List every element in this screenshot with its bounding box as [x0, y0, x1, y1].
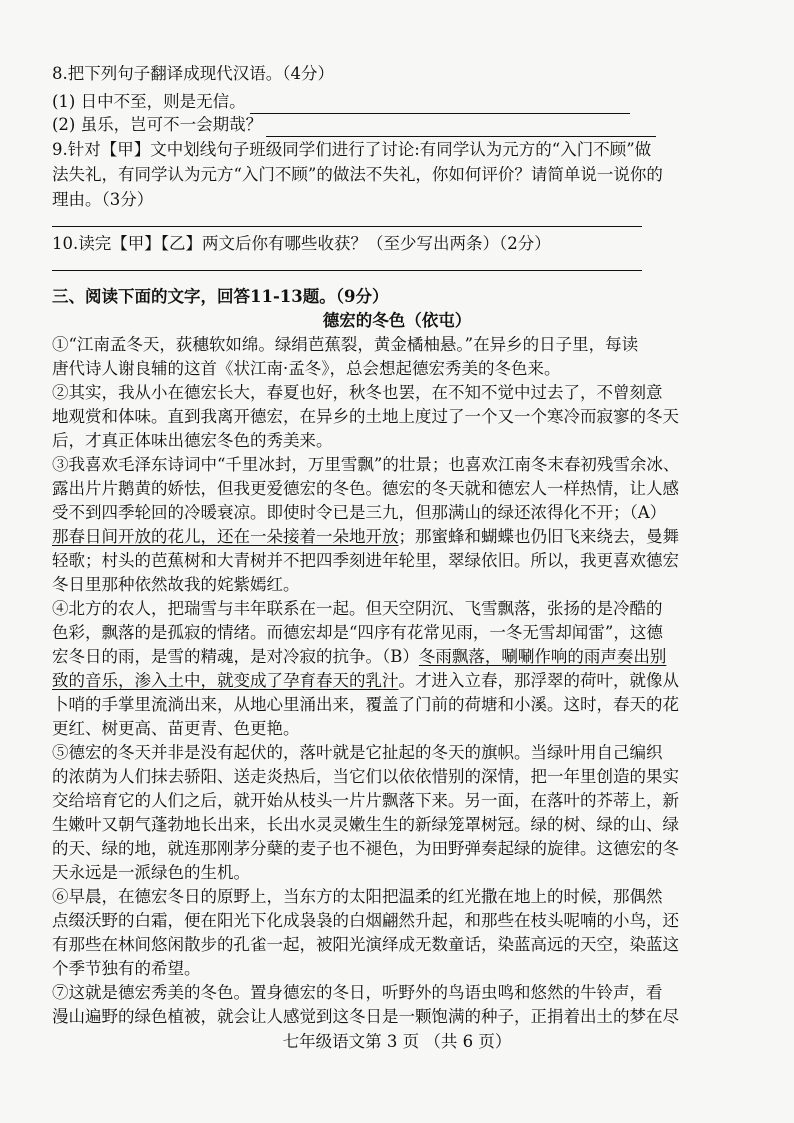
- para-2-line-2: 地观赏和体味。直到我离开德宏，在异乡的土地上度过了一个又一个寒冷而寂寥的冬天: [52, 407, 679, 426]
- q8-s2-answer-line[interactable]: [266, 118, 656, 137]
- page-footer: 七年级语文第 3 页 （共 6 页）: [282, 1032, 512, 1051]
- para-3-line-4-rest: ；那蜜蜂和蝴蝶也仍旧飞来绕去，曼舞: [398, 527, 679, 546]
- q9-line-2: 法失礼，有同学认为元方“入门不顾”的做法不失礼，你如何评价？请简单说一说你的: [52, 165, 663, 184]
- para-4-line-1: ④北方的农人，把瑞雪与丰年联系在一起。但天空阴沉、飞雪飘落，张扬的是冷酷的: [52, 599, 663, 618]
- para-3-line-6: 冬日里那种依然故我的姹紫嫣红。: [52, 575, 300, 594]
- q9-answer-line[interactable]: [52, 226, 642, 227]
- para-4-line-5: 卜哨的手掌里流淌出来，从地心里涌出来，覆盖了门前的荷塘和小溪。这时，春天的花: [52, 695, 679, 714]
- para-5-line-3: 交给培育它的人们之后，就开始从枝头一片片飘落下来。另一面，在落叶的芥蒂上，新: [52, 791, 679, 810]
- para-3-line-1: ③我喜欢毛泽东诗词中“千里冰封，万里雪飘”的壮景；也喜欢江南冬末春初残雪余冰、: [52, 455, 680, 474]
- para-1-line-2: 唐代诗人谢良辅的这首《状江南·孟冬》，总会想起德宏秀美的冬色来。: [52, 359, 561, 378]
- para-4-line-2: 色彩，飘落的是孤寂的情绪。而德宏却是“四序有花常见雨，一冬无雪却闻雷”，这德: [52, 623, 663, 642]
- para-6-line-2: 点缀沃野的白霜，便在阳光下化成袅袅的白烟翩然升起，和那些在枝头呢喃的小鸟，还: [52, 911, 679, 930]
- underlined-sentence-b-part-2: 致的音乐，渗入土中，就变成了孕育春天的乳汁: [52, 671, 399, 690]
- para-1-line-1: ①“江南孟冬天，荻穗软如绵。绿绢芭蕉裂，黄金橘柚悬。”在异乡的日子里，每读: [52, 335, 639, 354]
- q8-s1-text: (1) 日中不至，则是无信。: [52, 92, 246, 111]
- para-4-line-3-start: 宏冬日的雨，是雪的精魂，是对冷寂的抗争。（B）: [52, 647, 419, 666]
- para-6-line-3: 有那些在林间悠闲散步的孔雀一起，被阳光演绎成无数童话，染蓝高远的天空，染蓝这: [52, 935, 679, 954]
- para-3-line-3: 受不到四季轮回的冷暖衰凉。即使时令已是三九，但那满山的绿还浓得化不开；（A）: [52, 503, 667, 522]
- para-5-line-4: 生嫩叶又朝气蓬勃地长出来，长出水灵灵嫩生生的新绿笼罩树冠。绿的树、绿的山、绿: [52, 815, 679, 834]
- para-5-line-6: 天永远是一派绿色的生机。: [52, 863, 250, 882]
- para-3-line-2: 露出片片鹅黄的娇怯，但我更爱德宏的冬色。德宏的冬天就和德宏人一样热情，让人感: [52, 479, 679, 498]
- para-4-line-4: [52, 669, 679, 693]
- para-6-line-1: ⑥早晨，在德宏冬日的原野上，当东方的太阳把温柔的红光撒在地上的时候，那偶然: [52, 887, 663, 906]
- para-6-line-4: 个季节独有的希望。: [52, 959, 201, 978]
- para-4-line-4-rest: 。才进入立春，那浮翠的荷叶，就像从: [398, 671, 679, 690]
- q8-sentence-1: [52, 90, 630, 114]
- section-3-heading: 三、阅读下面的文字，回答11-13题。（9分）: [52, 287, 389, 306]
- para-5-line-2: 的浓荫为人们抹去骄阳、送走炎热后，当它们以依依惜别的深情，把一年里创造的果实: [52, 767, 679, 786]
- q8-stem: 8.把下列句子翻译成现代汉语。（4分）: [52, 64, 334, 83]
- para-2-line-1: ②其实，我从小在德宏长大，春夏也好，秋冬也罢，在不知不觉中过去了，不曾刻意: [52, 383, 663, 402]
- para-3-line-4: [52, 525, 679, 549]
- para-4-line-6: 更红、树更高、苗更青、色更艳。: [52, 719, 300, 738]
- para-2-line-3: 后，才真正体味出德宏冬色的秀美来。: [52, 431, 333, 450]
- para-5-line-1: ⑤德宏的冬天并非是没有起伏的，落叶就是它扯起的冬天的旗帜。当绿叶用自己编织: [52, 743, 663, 762]
- underlined-sentence-b-part-1: 冬雨飘落，唰唰作响的雨声奏出别: [418, 647, 667, 666]
- para-7-line-1: ⑦这就是德宏秀美的冬色。置身德宏的冬日，听野外的鸟语虫鸣和悠然的牛铃声，看: [52, 983, 663, 1002]
- para-4-line-3: [52, 645, 666, 669]
- q10-answer-line[interactable]: [52, 270, 642, 271]
- q10-line-1: 10.读完【甲】【乙】两文后你有哪些收获？（至少写出两条）（2分）: [52, 234, 551, 253]
- q8-s1-answer-line[interactable]: [250, 95, 630, 114]
- para-5-line-5: 的天、绿的地，就连那刚茅分蘖的麦子也不褪色，为田野弹奏起绿的旋律。这德宏的冬: [52, 839, 679, 858]
- q9-line-3: 理由。（3分）: [52, 190, 154, 209]
- q8-s2-text: (2) 虽乐，岂可不一会期哉？: [52, 115, 263, 134]
- para-3-line-5: 轻歌；村头的芭蕉树和大青树并不把四季刻进年轮里，翠绿依旧。所以，我更喜欢德宏: [52, 551, 679, 570]
- para-7-line-2: 漫山遍野的绿色植被，就会让人感觉到这冬日是一颗饱满的种子，正捐着出土的梦在尽: [52, 1007, 679, 1026]
- q8-sentence-2: [52, 113, 656, 137]
- q9-line-1: 9.针对【甲】文中划线句子班级同学们进行了讨论:有同学认为元方的“入门不顾”做: [52, 140, 652, 159]
- article-title: 德宏的冬色（依屯）: [322, 311, 472, 330]
- underlined-sentence-a: 那春日间开放的花儿，还在一朵接着一朵地开放: [52, 527, 399, 546]
